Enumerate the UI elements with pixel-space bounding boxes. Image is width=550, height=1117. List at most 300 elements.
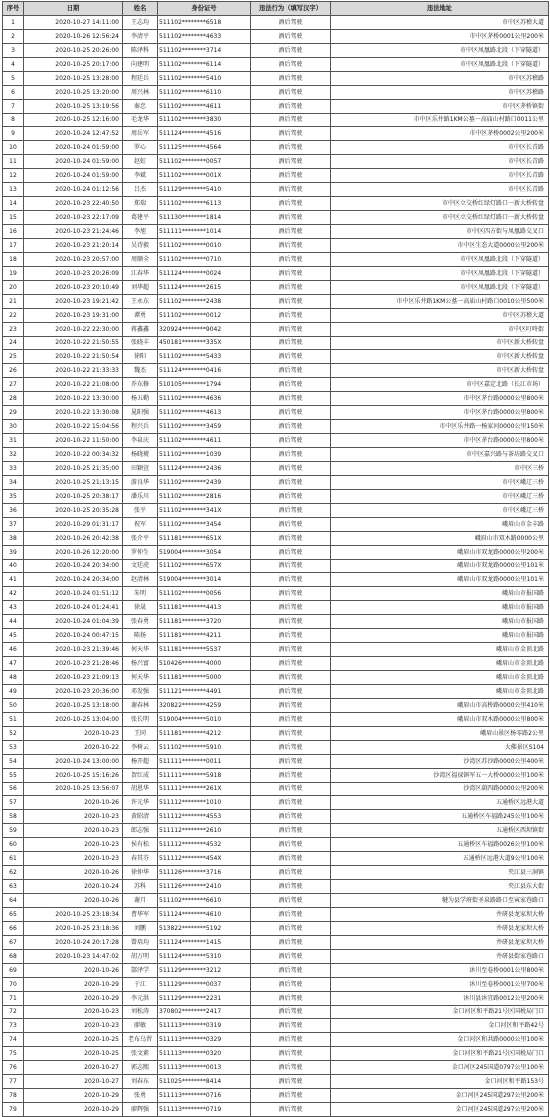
- table-row: [3, 141, 549, 155]
- cell-name: 向建明: [123, 57, 158, 71]
- cell-date: 2020-10-22 15:04:56: [24, 420, 123, 434]
- cell-index: 47: [3, 657, 24, 671]
- cell-address: 市中区长青路: [331, 155, 549, 169]
- cell-index: 22: [3, 308, 24, 322]
- cell-id-number: 511113********0320: [158, 1047, 251, 1061]
- cell-date: 2020-10-23 20:36:00: [24, 684, 123, 698]
- cell-violation: 酒后驾驶: [251, 782, 331, 796]
- cell-name: 贺红成: [123, 768, 158, 782]
- table-row: [3, 949, 549, 963]
- cell-index: 44: [3, 615, 24, 629]
- cell-address: 市中区茅台路0000公里800米: [331, 406, 549, 420]
- cell-violation: 酒后驾驶: [251, 489, 331, 503]
- cell-id-number: 511112********454X: [158, 852, 251, 866]
- cell-id-number: 511102********1039: [158, 448, 251, 462]
- cell-date: 2020-10-25 15:16:26: [24, 768, 123, 782]
- cell-date: 2020-10-22 11:50:00: [24, 434, 123, 448]
- cell-date: 2020-10-24 20:34:00: [24, 573, 123, 587]
- table-row: [3, 225, 549, 239]
- cell-violation: 酒后驾驶: [251, 573, 331, 587]
- table-row: [3, 712, 549, 726]
- cell-name: 吕杰: [123, 183, 158, 197]
- cell-address: 五通桥区车福路245公里100米: [331, 810, 549, 824]
- cell-address: 沐川至卷桥0001公里700米: [331, 977, 549, 991]
- cell-name: 田颖萱: [123, 461, 158, 475]
- cell-id-number: 511121********4491: [158, 684, 251, 698]
- cell-date: 2020-10-24 01:24:41: [24, 601, 123, 615]
- cell-date: 2020-10-23: [24, 1019, 123, 1033]
- cell-id-number: 511124********4610: [158, 907, 251, 921]
- cell-violation: 酒后驾驶: [251, 866, 331, 880]
- cell-violation: 酒后驾驶: [251, 1075, 331, 1089]
- cell-name: 谢春林: [123, 698, 158, 712]
- cell-name: 于江: [123, 977, 158, 991]
- cell-name: 黄昭清: [123, 810, 158, 824]
- cell-name: 王同: [123, 726, 158, 740]
- cell-date: 2020-10-27: [24, 1061, 123, 1075]
- cell-address: 峨眉山市双木路0000公里: [331, 531, 549, 545]
- cell-date: 2020-10-22 21:33:33: [24, 364, 123, 378]
- cell-index: 45: [3, 629, 24, 643]
- cell-index: 25: [3, 350, 24, 364]
- cell-date: 2020-10-25 21:35:00: [24, 461, 123, 475]
- cell-address: 市中区峨辽三桥: [331, 503, 549, 517]
- cell-id-number: 511111********1014: [158, 225, 251, 239]
- cell-violation: 酒后驾驶: [251, 1089, 331, 1103]
- cell-id-number: 511102********0056: [158, 587, 251, 601]
- cell-index: 57: [3, 796, 24, 810]
- cell-name: 张文素: [123, 1047, 158, 1061]
- cell-date: 2020-10-25: [24, 1047, 123, 1061]
- cell-date: 2020-10-23 20:26:09: [24, 266, 123, 280]
- cell-date: 2020-10-25 13:19:56: [24, 99, 123, 113]
- cell-index: 33: [3, 461, 24, 475]
- cell-violation: 酒后驾驶: [251, 517, 331, 531]
- cell-address: 市中区乐井路一杨家河0000公里150米: [331, 420, 549, 434]
- cell-date: 2020-10-24 01:51:12: [24, 587, 123, 601]
- cell-date: 2020-10-22 21:50:55: [24, 336, 123, 350]
- cell-id-number: 511181********4212: [158, 726, 251, 740]
- cell-date: 2020-10-23 20:10:49: [24, 280, 123, 294]
- cell-index: 61: [3, 852, 24, 866]
- cell-violation: 酒后驾驶: [251, 824, 331, 838]
- cell-id-number: 511112********4532: [158, 838, 251, 852]
- cell-address: 沙湾区福禄镇军五一大桥0000公里100米: [331, 768, 549, 782]
- cell-id-number: 511124********4516: [158, 127, 251, 141]
- cell-date: 2020-10-29: [24, 991, 123, 1005]
- header-index: 序号: [3, 2, 24, 16]
- cell-name: 张春勇: [123, 615, 158, 629]
- cell-address: 犍为县学府街圣泉路路口至寅家巷路口: [331, 894, 549, 908]
- cell-violation: 酒后驾驶: [251, 420, 331, 434]
- cell-date: 2020-10-29: [24, 1089, 123, 1103]
- table-row: [3, 1075, 549, 1089]
- cell-index: 26: [3, 364, 24, 378]
- cell-index: 70: [3, 977, 24, 991]
- cell-index: 64: [3, 894, 24, 908]
- cell-id-number: 511102********3459: [158, 420, 251, 434]
- cell-violation: 酒后驾驶: [251, 113, 331, 127]
- cell-violation: 酒后驾驶: [251, 1103, 331, 1117]
- cell-id-number: 511102********2816: [158, 489, 251, 503]
- cell-name: 周岳军: [123, 127, 158, 141]
- cell-id-number: 511124********0416: [158, 364, 251, 378]
- cell-id-number: 511102********6113: [158, 197, 251, 211]
- cell-address: 市中区生态大道0000公里200米: [331, 238, 549, 252]
- cell-index: 52: [3, 726, 24, 740]
- table-row: [3, 921, 549, 935]
- table-body: [3, 15, 549, 1116]
- cell-index: 27: [3, 378, 24, 392]
- cell-date: 2020-10-24 01:59:00: [24, 141, 123, 155]
- cell-id-number: 511129********3212: [158, 963, 251, 977]
- cell-index: 67: [3, 935, 24, 949]
- cell-index: 13: [3, 183, 24, 197]
- table-row: [3, 573, 549, 587]
- cell-violation: 酒后驾驶: [251, 503, 331, 517]
- table-row: [3, 113, 549, 127]
- cell-index: 4: [3, 57, 24, 71]
- table-row: [3, 726, 549, 740]
- cell-date: 2020-10-25 13:56:07: [24, 782, 123, 796]
- cell-index: 3: [3, 43, 24, 57]
- cell-address: 市中区茅桥0001公里200米: [331, 29, 549, 43]
- cell-name: 张长明: [123, 712, 158, 726]
- cell-id-number: 511130********1814: [158, 211, 251, 225]
- cell-violation: 酒后驾驶: [251, 141, 331, 155]
- cell-date: 2020-10-23 21:28:46: [24, 657, 123, 671]
- cell-address: 峨眉山市报国路: [331, 601, 549, 615]
- table-row: [3, 684, 549, 698]
- cell-address: 市中区凤凰路北段（下穿隧道）: [331, 266, 549, 280]
- cell-name: 秦忠: [123, 99, 158, 113]
- cell-index: 7: [3, 99, 24, 113]
- table-row: [3, 155, 549, 169]
- table-row: [3, 866, 549, 880]
- cell-id-number: 511112********1010: [158, 796, 251, 810]
- cell-address: 峨眉山市金顶北路: [331, 657, 549, 671]
- table-row: [3, 434, 549, 448]
- cell-index: 8: [3, 113, 24, 127]
- cell-index: 11: [3, 155, 24, 169]
- table-row: [3, 503, 549, 517]
- cell-name: 周顺全: [123, 252, 158, 266]
- cell-id-number: 513822********5192: [158, 921, 251, 935]
- cell-id-number: 511102********341X: [158, 503, 251, 517]
- table-row: [3, 183, 549, 197]
- cell-date: 2020-10-22 13:30:08: [24, 406, 123, 420]
- cell-date: 2020-10-23 21:39:46: [24, 643, 123, 657]
- table-row: [3, 266, 549, 280]
- cell-violation: 酒后驾驶: [251, 977, 331, 991]
- cell-violation: 酒后驾驶: [251, 671, 331, 685]
- cell-index: 5: [3, 71, 24, 85]
- table-row: [3, 85, 549, 99]
- cell-id-number: 511102********0012: [158, 308, 251, 322]
- cell-id-number: 511102********4613: [158, 406, 251, 420]
- cell-date: 2020-10-25 20:35:28: [24, 503, 123, 517]
- cell-date: 2020-10-24 13:00:00: [24, 754, 123, 768]
- cell-address: 沐川至卷桥0001公里800米: [331, 963, 549, 977]
- cell-name: 晁阳强: [123, 406, 158, 420]
- cell-date: 2020-10-24: [24, 880, 123, 894]
- header-name: 姓名: [123, 2, 158, 16]
- cell-index: 29: [3, 406, 24, 420]
- cell-name: 谢月: [123, 894, 158, 908]
- cell-id-number: 519004********3054: [158, 545, 251, 559]
- cell-index: 76: [3, 1061, 24, 1075]
- cell-index: 73: [3, 1019, 24, 1033]
- cell-id-number: 511112********2610: [158, 824, 251, 838]
- table-row: [3, 1061, 549, 1075]
- cell-id-number: 511124********0024: [158, 266, 251, 280]
- cell-date: 2020-10-24 01:04:39: [24, 615, 123, 629]
- table-row: [3, 1005, 549, 1019]
- cell-address: 市中区新大桥转盘: [331, 350, 549, 364]
- cell-name: 曹华军: [123, 907, 158, 921]
- cell-date: 2020-10-26: [24, 796, 123, 810]
- cell-violation: 酒后驾驶: [251, 894, 331, 908]
- cell-index: 9: [3, 127, 24, 141]
- cell-date: 2020-10-24 20:17:28: [24, 935, 123, 949]
- table-row: [3, 517, 549, 531]
- table-row: [3, 336, 549, 350]
- cell-address: 市中区三桥: [331, 461, 549, 475]
- cell-address: 沐川县沐宜路0012公里200米: [331, 991, 549, 1005]
- cell-index: 72: [3, 1005, 24, 1019]
- cell-violation: 酒后驾驶: [251, 406, 331, 420]
- table-row: [3, 698, 549, 712]
- cell-address: 金口河区和共路0000公里100米: [331, 1033, 549, 1047]
- table-row: [3, 99, 549, 113]
- cell-address: 五通桥区远港大道9公里100米: [331, 852, 549, 866]
- cell-index: 10: [3, 141, 24, 155]
- cell-name: 赵虹: [123, 155, 158, 169]
- table-header: [3, 2, 549, 16]
- cell-date: 2020-10-23 22:17:09: [24, 211, 123, 225]
- cell-index: 34: [3, 475, 24, 489]
- table-row: [3, 475, 549, 489]
- cell-name: 徐晟: [123, 601, 158, 615]
- cell-id-number: 511102********657X: [158, 559, 251, 573]
- cell-name: 蒋鑫鑫: [123, 322, 158, 336]
- cell-violation: 酒后驾驶: [251, 921, 331, 935]
- cell-address: 沙湾区苏沙路0000公里400米: [331, 754, 549, 768]
- cell-address: 峨眉山市金顶北路: [331, 671, 549, 685]
- cell-violation: 酒后驾驶: [251, 155, 331, 169]
- cell-index: 63: [3, 880, 24, 894]
- cell-index: 16: [3, 225, 24, 239]
- cell-id-number: 511181********4413: [158, 601, 251, 615]
- cell-violation: 酒后驾驶: [251, 378, 331, 392]
- cell-index: 51: [3, 712, 24, 726]
- cell-address: 市中区乐井路1KM公墓一高庙山村路口0011公里: [331, 113, 549, 127]
- table-row: [3, 754, 549, 768]
- cell-name: 李泉庆: [123, 434, 158, 448]
- cell-date: 2020-10-23 19:31:00: [24, 308, 123, 322]
- cell-name: 葛建平: [123, 211, 158, 225]
- cell-name: 郎志强: [123, 824, 158, 838]
- cell-name: 邓发强: [123, 684, 158, 698]
- cell-address: 市中区新大桥转盘: [331, 336, 549, 350]
- table-row: [3, 71, 549, 85]
- cell-violation: 酒后驾驶: [251, 43, 331, 57]
- cell-index: 6: [3, 85, 24, 99]
- cell-date: 2020-10-23 14:47:02: [24, 949, 123, 963]
- cell-id-number: 511102********3714: [158, 43, 251, 57]
- header-violation: 违法行为（填写汉字）: [251, 2, 331, 16]
- table-row: [3, 392, 549, 406]
- cell-address: 金口河区245国道297公里200米: [331, 1089, 549, 1103]
- cell-index: 32: [3, 448, 24, 462]
- cell-name: 廖辉强: [123, 1103, 158, 1117]
- cell-violation: 酒后驾驶: [251, 434, 331, 448]
- cell-address: 市中区叮咚街: [331, 322, 549, 336]
- cell-index: 54: [3, 754, 24, 768]
- cell-address: 市中区长青路: [331, 183, 549, 197]
- cell-violation: 酒后驾驶: [251, 601, 331, 615]
- cell-violation: 酒后驾驶: [251, 684, 331, 698]
- cell-violation: 酒后驾驶: [251, 991, 331, 1005]
- cell-id-number: 511129********0037: [158, 977, 251, 991]
- cell-date: 2020-10-22: [24, 740, 123, 754]
- table-row: [3, 322, 549, 336]
- table-row: [3, 238, 549, 252]
- cell-violation: 酒后驾驶: [251, 294, 331, 308]
- cell-date: 2020-10-27: [24, 1075, 123, 1089]
- table-row: [3, 57, 549, 71]
- cell-id-number: 511129********2231: [158, 991, 251, 1005]
- cell-id-number: 511102********4636: [158, 392, 251, 406]
- cell-date: 2020-10-23: [24, 726, 123, 740]
- cell-id-number: 320924********9042: [158, 322, 251, 336]
- cell-date: 2020-10-23 21:09:13: [24, 671, 123, 685]
- cell-name: 李斌: [123, 169, 158, 183]
- cell-violation: 酒后驾驶: [251, 657, 331, 671]
- cell-id-number: 511111********0011: [158, 754, 251, 768]
- cell-violation: 酒后驾驶: [251, 963, 331, 977]
- cell-name: 胡万明: [123, 949, 158, 963]
- cell-address: 井研县街家巷路口: [331, 949, 549, 963]
- cell-index: 20: [3, 280, 24, 294]
- cell-address: 市中区长青路: [331, 169, 549, 183]
- cell-violation: 酒后驾驶: [251, 364, 331, 378]
- cell-date: 2020-10-25 23:18:36: [24, 921, 123, 935]
- cell-id-number: 511112********4553: [158, 810, 251, 824]
- cell-name: 游良华: [123, 475, 158, 489]
- cell-id-number: 511111********5918: [158, 768, 251, 782]
- cell-index: 59: [3, 824, 24, 838]
- cell-date: 2020-10-24 01:12:56: [24, 183, 123, 197]
- cell-violation: 酒后驾驶: [251, 57, 331, 71]
- cell-violation: 酒后驾驶: [251, 1061, 331, 1075]
- cell-name: 朱明: [123, 587, 158, 601]
- cell-index: 23: [3, 322, 24, 336]
- table-row: [3, 1103, 549, 1117]
- cell-violation: 酒后驾驶: [251, 643, 331, 657]
- cell-name: 陈泽科: [123, 43, 158, 57]
- cell-violation: 酒后驾驶: [251, 1033, 331, 1047]
- cell-id-number: 511124********1415: [158, 935, 251, 949]
- cell-name: 魏杰: [123, 364, 158, 378]
- cell-address: 市中区立交桥红绿灯路口一新大桥转盘: [331, 211, 549, 225]
- cell-violation: 酒后驾驶: [251, 796, 331, 810]
- cell-address: 市中区苏稽大道: [331, 15, 549, 29]
- cell-date: 2020-10-24 00:47:15: [24, 629, 123, 643]
- cell-index: 41: [3, 573, 24, 587]
- cell-id-number: 511102********4611: [158, 434, 251, 448]
- cell-violation: 酒后驾驶: [251, 754, 331, 768]
- cell-id-number: 511102********2439: [158, 475, 251, 489]
- table-row: [3, 1019, 549, 1033]
- cell-date: 2020-10-23: [24, 824, 123, 838]
- cell-date: 2020-10-26: [24, 866, 123, 880]
- cell-address: 金口河区和平路21号区国税局门口: [331, 1005, 549, 1019]
- cell-index: 65: [3, 907, 24, 921]
- cell-address: 市中区凤凰路北段（下穿隧道）: [331, 252, 549, 266]
- cell-address: 市中区苏稽大道: [331, 308, 549, 322]
- cell-id-number: 511126********2410: [158, 880, 251, 894]
- table-row: [3, 350, 549, 364]
- cell-date: 2020-10-25 20:38:17: [24, 489, 123, 503]
- table-row: [3, 280, 549, 294]
- cell-index: 36: [3, 503, 24, 517]
- cell-address: 夹江县东大街: [331, 880, 549, 894]
- cell-index: 43: [3, 601, 24, 615]
- cell-violation: 酒后驾驶: [251, 852, 331, 866]
- cell-address: 峨眉山市双龙路0000公里101米: [331, 559, 549, 573]
- cell-address: 井研县龙家坝大桥: [331, 921, 549, 935]
- cell-violation: 酒后驾驶: [251, 531, 331, 545]
- cell-address: 峨眉山市双龙路0000公里101米: [331, 573, 549, 587]
- table-row: [3, 629, 549, 643]
- cell-address: 峨眉山市金丰路: [331, 517, 549, 531]
- cell-violation: 酒后驾驶: [251, 322, 331, 336]
- cell-id-number: 511124********2436: [158, 461, 251, 475]
- cell-name: 文廷虎: [123, 559, 158, 573]
- cell-index: 46: [3, 643, 24, 657]
- cell-violation: 酒后驾驶: [251, 169, 331, 183]
- cell-date: 2020-10-24 01:59:00: [24, 169, 123, 183]
- cell-violation: 酒后驾驶: [251, 935, 331, 949]
- cell-index: 55: [3, 768, 24, 782]
- cell-address: 峨眉山市报国路: [331, 587, 549, 601]
- cell-date: 2020-10-23: [24, 852, 123, 866]
- cell-address: 金口河区245国道0797公里100米: [331, 1061, 549, 1075]
- cell-id-number: 511102********4611: [158, 99, 251, 113]
- table-row: [3, 963, 549, 977]
- cell-address: 金口河区和平路21号区国税局门口: [331, 1047, 549, 1061]
- cell-index: 31: [3, 434, 24, 448]
- cell-violation: 酒后驾驶: [251, 280, 331, 294]
- cell-address: 市中区苏稽路: [331, 85, 549, 99]
- cell-index: 35: [3, 489, 24, 503]
- cell-address: 峨眉山景区杨零路2公里: [331, 726, 549, 740]
- table-row: [3, 657, 549, 671]
- cell-name: 侯有松: [123, 838, 158, 852]
- cell-id-number: 510105********1794: [158, 378, 251, 392]
- table-row: [3, 448, 549, 462]
- cell-date: 2020-10-25: [24, 1033, 123, 1047]
- cell-name: 老布乌習: [123, 1033, 158, 1047]
- cell-name: 张勇: [123, 1089, 158, 1103]
- cell-index: 71: [3, 991, 24, 1005]
- cell-id-number: 511129********5410: [158, 183, 251, 197]
- cell-violation: 酒后驾驶: [251, 907, 331, 921]
- cell-name: 祝军: [123, 517, 158, 531]
- cell-name: 程廷兵: [123, 71, 158, 85]
- cell-id-number: 511102********6114: [158, 57, 251, 71]
